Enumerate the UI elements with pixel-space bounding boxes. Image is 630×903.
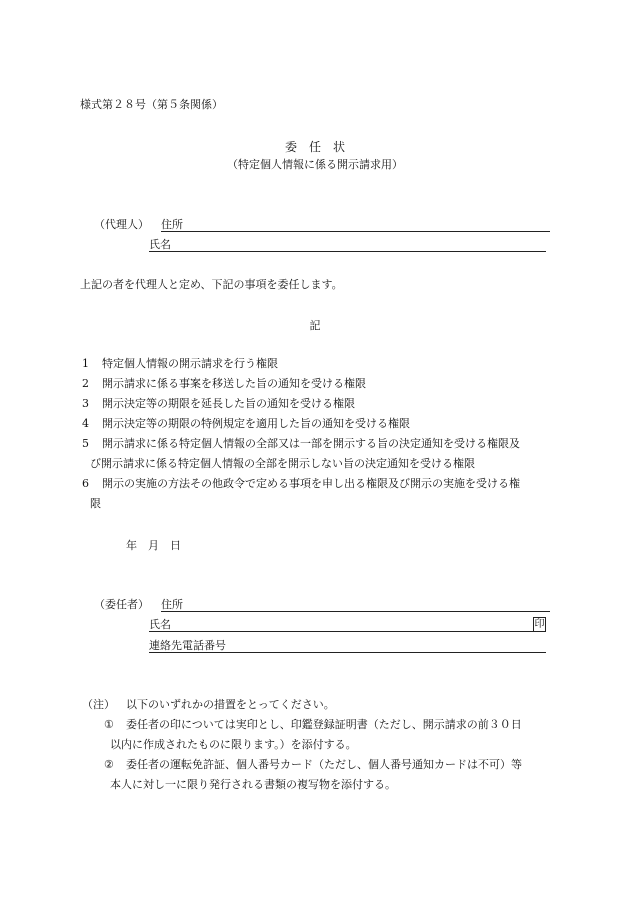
ki-label: 記 — [309, 319, 321, 332]
item-text: 開示決定等の期限の特例規定を適用した旨の通知を受ける権限 — [102, 417, 410, 430]
item-text: 開示決定等の期限を延長した旨の通知を受ける権限 — [102, 397, 355, 410]
item-number: 4 — [82, 417, 89, 430]
note-text-continuation: 以内に作成されたものに限ります。）を添付する。 — [110, 738, 357, 751]
item-number: 5 — [82, 437, 89, 450]
item-number: 6 — [82, 477, 89, 490]
item-number: 3 — [82, 397, 89, 410]
principal-phone-field[interactable] — [149, 652, 546, 653]
principal-name-label: 氏名 — [149, 618, 171, 631]
date-line[interactable]: 年 月 日 — [126, 539, 181, 552]
agent-address-label: 住所 — [161, 218, 183, 231]
agent-name-field[interactable] — [149, 251, 546, 252]
agent-address-field[interactable] — [161, 231, 550, 232]
principal-role-label: （委任者） — [94, 598, 149, 611]
note-text: 委任者の運転免許証、個人番号カード（ただし、個人番号通知カードは不可）等 — [126, 758, 522, 771]
principal-address-label: 住所 — [161, 598, 183, 611]
document-subtitle: （特定個人情報に係る開示請求用） — [227, 158, 403, 171]
notes-label: （注） — [82, 698, 115, 711]
principal-phone-label: 連絡先電話番号 — [149, 639, 226, 652]
note-marker: ② — [104, 758, 114, 771]
note-text-continuation: 本人に対し一に限り発行される書類の複写物を添付する。 — [110, 778, 396, 791]
principal-address-field[interactable] — [161, 611, 550, 612]
principal-name-field[interactable] — [149, 631, 546, 632]
note-text: 委任者の印については実印とし、印鑑登録証明書（ただし、開示請求の前３０日 — [126, 718, 522, 731]
item-text-continuation: び開示請求に係る特定個人情報の全部を開示しない旨の決定通知を受ける権限 — [90, 457, 475, 470]
agent-role-label: （代理人） — [94, 218, 149, 231]
agent-name-label: 氏名 — [149, 238, 171, 251]
item-number: 1 — [82, 357, 89, 370]
delegation-statement: 上記の者を代理人と定め、下記の事項を委任します。 — [80, 278, 343, 291]
item-text: 特定個人情報の開示請求を行う権限 — [102, 357, 278, 370]
note-marker: ① — [104, 718, 114, 731]
notes-intro: 以下のいずれかの措置をとってください。 — [126, 698, 335, 711]
item-text: 開示の実施の方法その他政令で定める事項を申し出る権限及び開示の実施を受ける権 — [102, 477, 520, 490]
form-number: 様式第２８号（第５条関係） — [80, 98, 223, 111]
item-text: 開示請求に係る事案を移送した旨の通知を受ける権限 — [102, 377, 366, 390]
item-text-continuation: 限 — [90, 497, 101, 510]
seal-box: 印 — [534, 619, 545, 630]
item-number: 2 — [82, 377, 89, 390]
document-title: 委 任 状 — [284, 140, 345, 154]
item-text: 開示請求に係る特定個人情報の全部又は一部を開示する旨の決定通知を受ける権限及 — [102, 437, 520, 450]
